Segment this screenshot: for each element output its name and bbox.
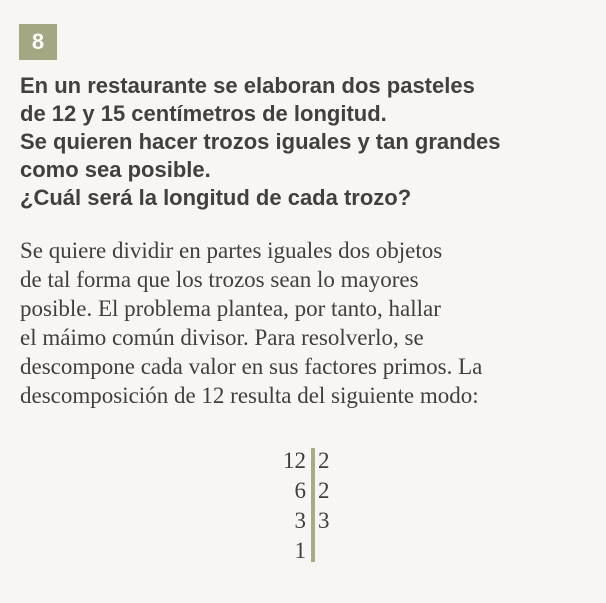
factorization-row — [270, 446, 348, 476]
explanation-line: posible. El problema plantea, por tanto, hallar — [20, 296, 441, 321]
dividend-value: 3 — [294, 508, 306, 533]
explanation-line: descomposición de 12 resulta del siguiente modo: — [20, 383, 479, 408]
exercise-number-badge — [19, 24, 57, 60]
factorization-divider-bar — [311, 448, 315, 562]
problem-line: de 12 y 15 centímetros de longitud. — [20, 101, 387, 126]
divisor-value: 2 — [318, 478, 330, 503]
dividend-value: 6 — [294, 478, 306, 503]
problem-question: ¿Cuál será la longitud de cada trozo? — [20, 185, 412, 210]
dividend-value: 1 — [294, 538, 306, 563]
explanation-line: descompone cada valor en sus factores primos. La — [20, 354, 483, 379]
explanation-line: Se quiere dividir en partes iguales dos objetos — [20, 238, 443, 263]
explanation-line: el máimo común divisor. Para resolverlo, se — [20, 325, 424, 350]
factorization-row — [270, 536, 348, 566]
problem-line: como sea posible. — [20, 157, 211, 182]
factorization-row — [270, 506, 348, 536]
problem-line: Se quieren hacer trozos iguales y tan grandes — [20, 129, 501, 154]
divisor-value: 3 — [318, 508, 330, 533]
explanation-line: de tal forma que los trozos sean lo mayores — [20, 267, 419, 292]
problem-statement — [20, 72, 590, 212]
exercise-number: 8 — [31, 29, 45, 54]
problem-line: En un restaurante se elaboran dos pasteles — [20, 73, 475, 98]
explanation-text — [20, 236, 595, 410]
factorization-row — [270, 476, 348, 506]
prime-factorization-table — [270, 446, 348, 566]
dividend-value: 12 — [283, 448, 306, 473]
divisor-value: 2 — [318, 448, 330, 473]
